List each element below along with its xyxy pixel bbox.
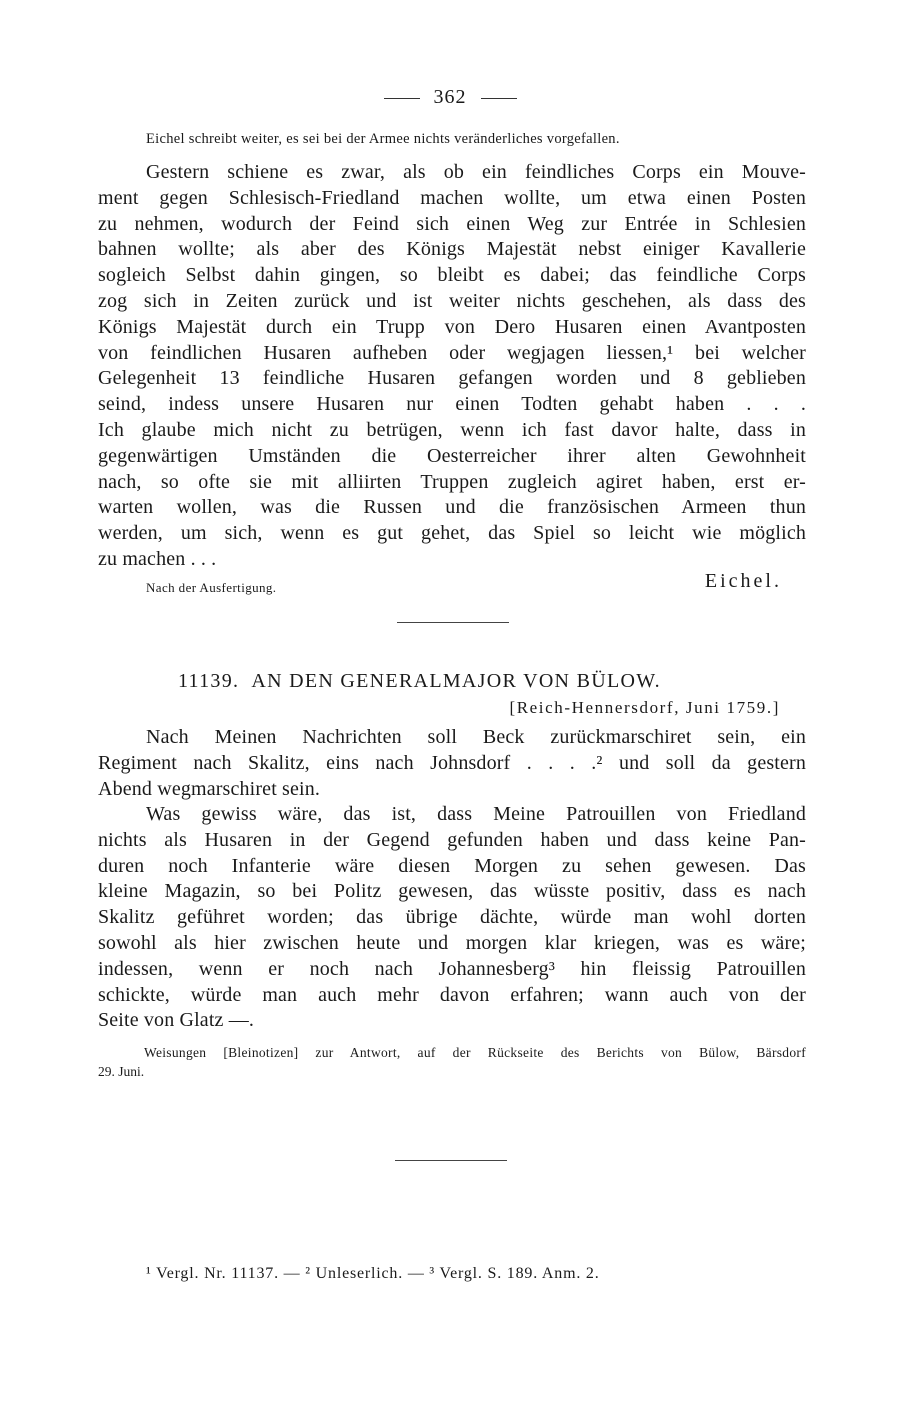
end-divider — [395, 1160, 507, 1161]
letter-body — [98, 160, 806, 573]
letter-line: von feindlichen Husaren aufheben oder wegjagen liessen,¹ bei welcher — [98, 341, 806, 364]
order-source-line-2: 29. Juni. — [98, 1064, 145, 1079]
order-line: Regiment nach Skalitz, eins nach Johnsdorf . . . .² und soll da gestern — [98, 751, 806, 774]
signature: Eichel. — [704, 570, 782, 592]
order-line: schickte, würde man auch mehr davon erfahren; wann auch von der — [98, 983, 806, 1006]
letter-line: seind, indess unsere Husaren nur einen Todten gehabt haben . . . — [98, 393, 806, 416]
letter-line: sogleich Selbst dahin gingen, so bleibt es dabei; das feindliche Corps — [98, 264, 806, 287]
letter-line: warten wollen, was die Russen und die französischen Armeen thun — [98, 496, 806, 519]
order-paragraph-2 — [98, 802, 806, 1034]
letter-line: gegenwärtigen Umständen die Oesterreicher ihrer alten Gewohnheit — [98, 444, 806, 467]
letter-line: Gestern schiene es zwar, als ob ein feindliches Corps ein Mouve- — [146, 161, 806, 183]
letter-line: nach, so ofte sie mit alliirten Truppen zugleich agiret haben, erst er- — [98, 470, 806, 493]
order-line: Skalitz geführet worden; das übrige dächte, würde man wohl dorten — [98, 906, 806, 929]
letter-line: zog sich in Zeiten zurück und ist weiter nichts geschehen, als dass des — [98, 289, 806, 312]
order-line: duren noch Infanterie wäre diesen Morgen zu sehen gewesen. Das — [98, 854, 806, 877]
page-number — [0, 86, 900, 109]
order-line: Was gewiss wäre, das ist, dass Meine Patrouillen von Friedland — [146, 803, 806, 825]
order-line: Abend wegmarschiret sein. — [98, 777, 321, 800]
letter-line: Königs Majestät durch ein Trupp von Dero Husaren einen Avantposten — [98, 315, 806, 338]
order-source-line-1: Weisungen [Bleinotizen] zur Antwort, auf der Rückseite des Berichts von Bülow, Bärsdorf — [144, 1045, 806, 1060]
letter-line: zu nehmen, wodurch der Feind sich einen Weg zur Entrée in Schlesien — [98, 212, 806, 235]
intro-note: Eichel schreibt weiter, es sei bei der Armee nichts veränderliches vorgefallen. — [146, 131, 620, 147]
letter-source-note: Nach der Ausfertigung. — [146, 580, 277, 595]
document-title: AN DEN GENERALMAJOR VON BÜLOW. — [251, 670, 661, 692]
signature-row — [146, 570, 782, 600]
footnotes: ¹ Vergl. Nr. 11137. — ² Unleserlich. — ³ Vergl. S. 189. Anm. 2. — [146, 1265, 600, 1282]
order-line: sowohl als hier zwischen heute und morgen klar kriegen, was es wäre; — [98, 931, 806, 954]
order-paragraph-1 — [98, 725, 806, 802]
page-number-text: 362 — [433, 86, 467, 108]
letter-line: werden, um sich, wenn es gut gehet, das Spiel so leicht wie möglich — [98, 522, 806, 545]
order-line: Seite von Glatz —. — [98, 1009, 255, 1032]
letter-line: Ich glaube mich nicht zu betrügen, wenn ich fast davor halte, dass in — [98, 418, 806, 441]
section-divider — [397, 622, 509, 623]
page-number-left-dash — [384, 98, 420, 99]
document-number: 11139. — [178, 670, 240, 692]
letter-line: bahnen wollte; als aber des Königs Majestät nebst einiger Kavallerie — [98, 238, 806, 261]
order-line: indessen, wenn er noch nach Johannesberg³ hin fleissig Patrouillen — [98, 957, 806, 980]
dateline: [Reich-Hennersdorf, Juni 1759.] — [509, 698, 780, 717]
order-source-note — [98, 1043, 806, 1081]
order-line: kleine Magazin, so bei Politz gewesen, das wüsste positiv, dass es nach — [98, 880, 806, 903]
letter-line: Gelegenheit 13 feindliche Husaren gefangen worden und 8 geblieben — [98, 367, 806, 390]
document-heading — [178, 670, 661, 693]
page-number-right-dash — [481, 98, 517, 99]
letter-line: ment gegen Schlesisch-Friedland machen wollte, um etwa einen Posten — [98, 186, 806, 209]
order-line: Nach Meinen Nachrichten soll Beck zurückmarschiret sein, ein — [146, 726, 806, 748]
order-line: nichts als Husaren in der Gegend gefunden haben und dass keine Pan- — [98, 828, 806, 851]
letter-line: zu machen . . . — [98, 547, 217, 570]
